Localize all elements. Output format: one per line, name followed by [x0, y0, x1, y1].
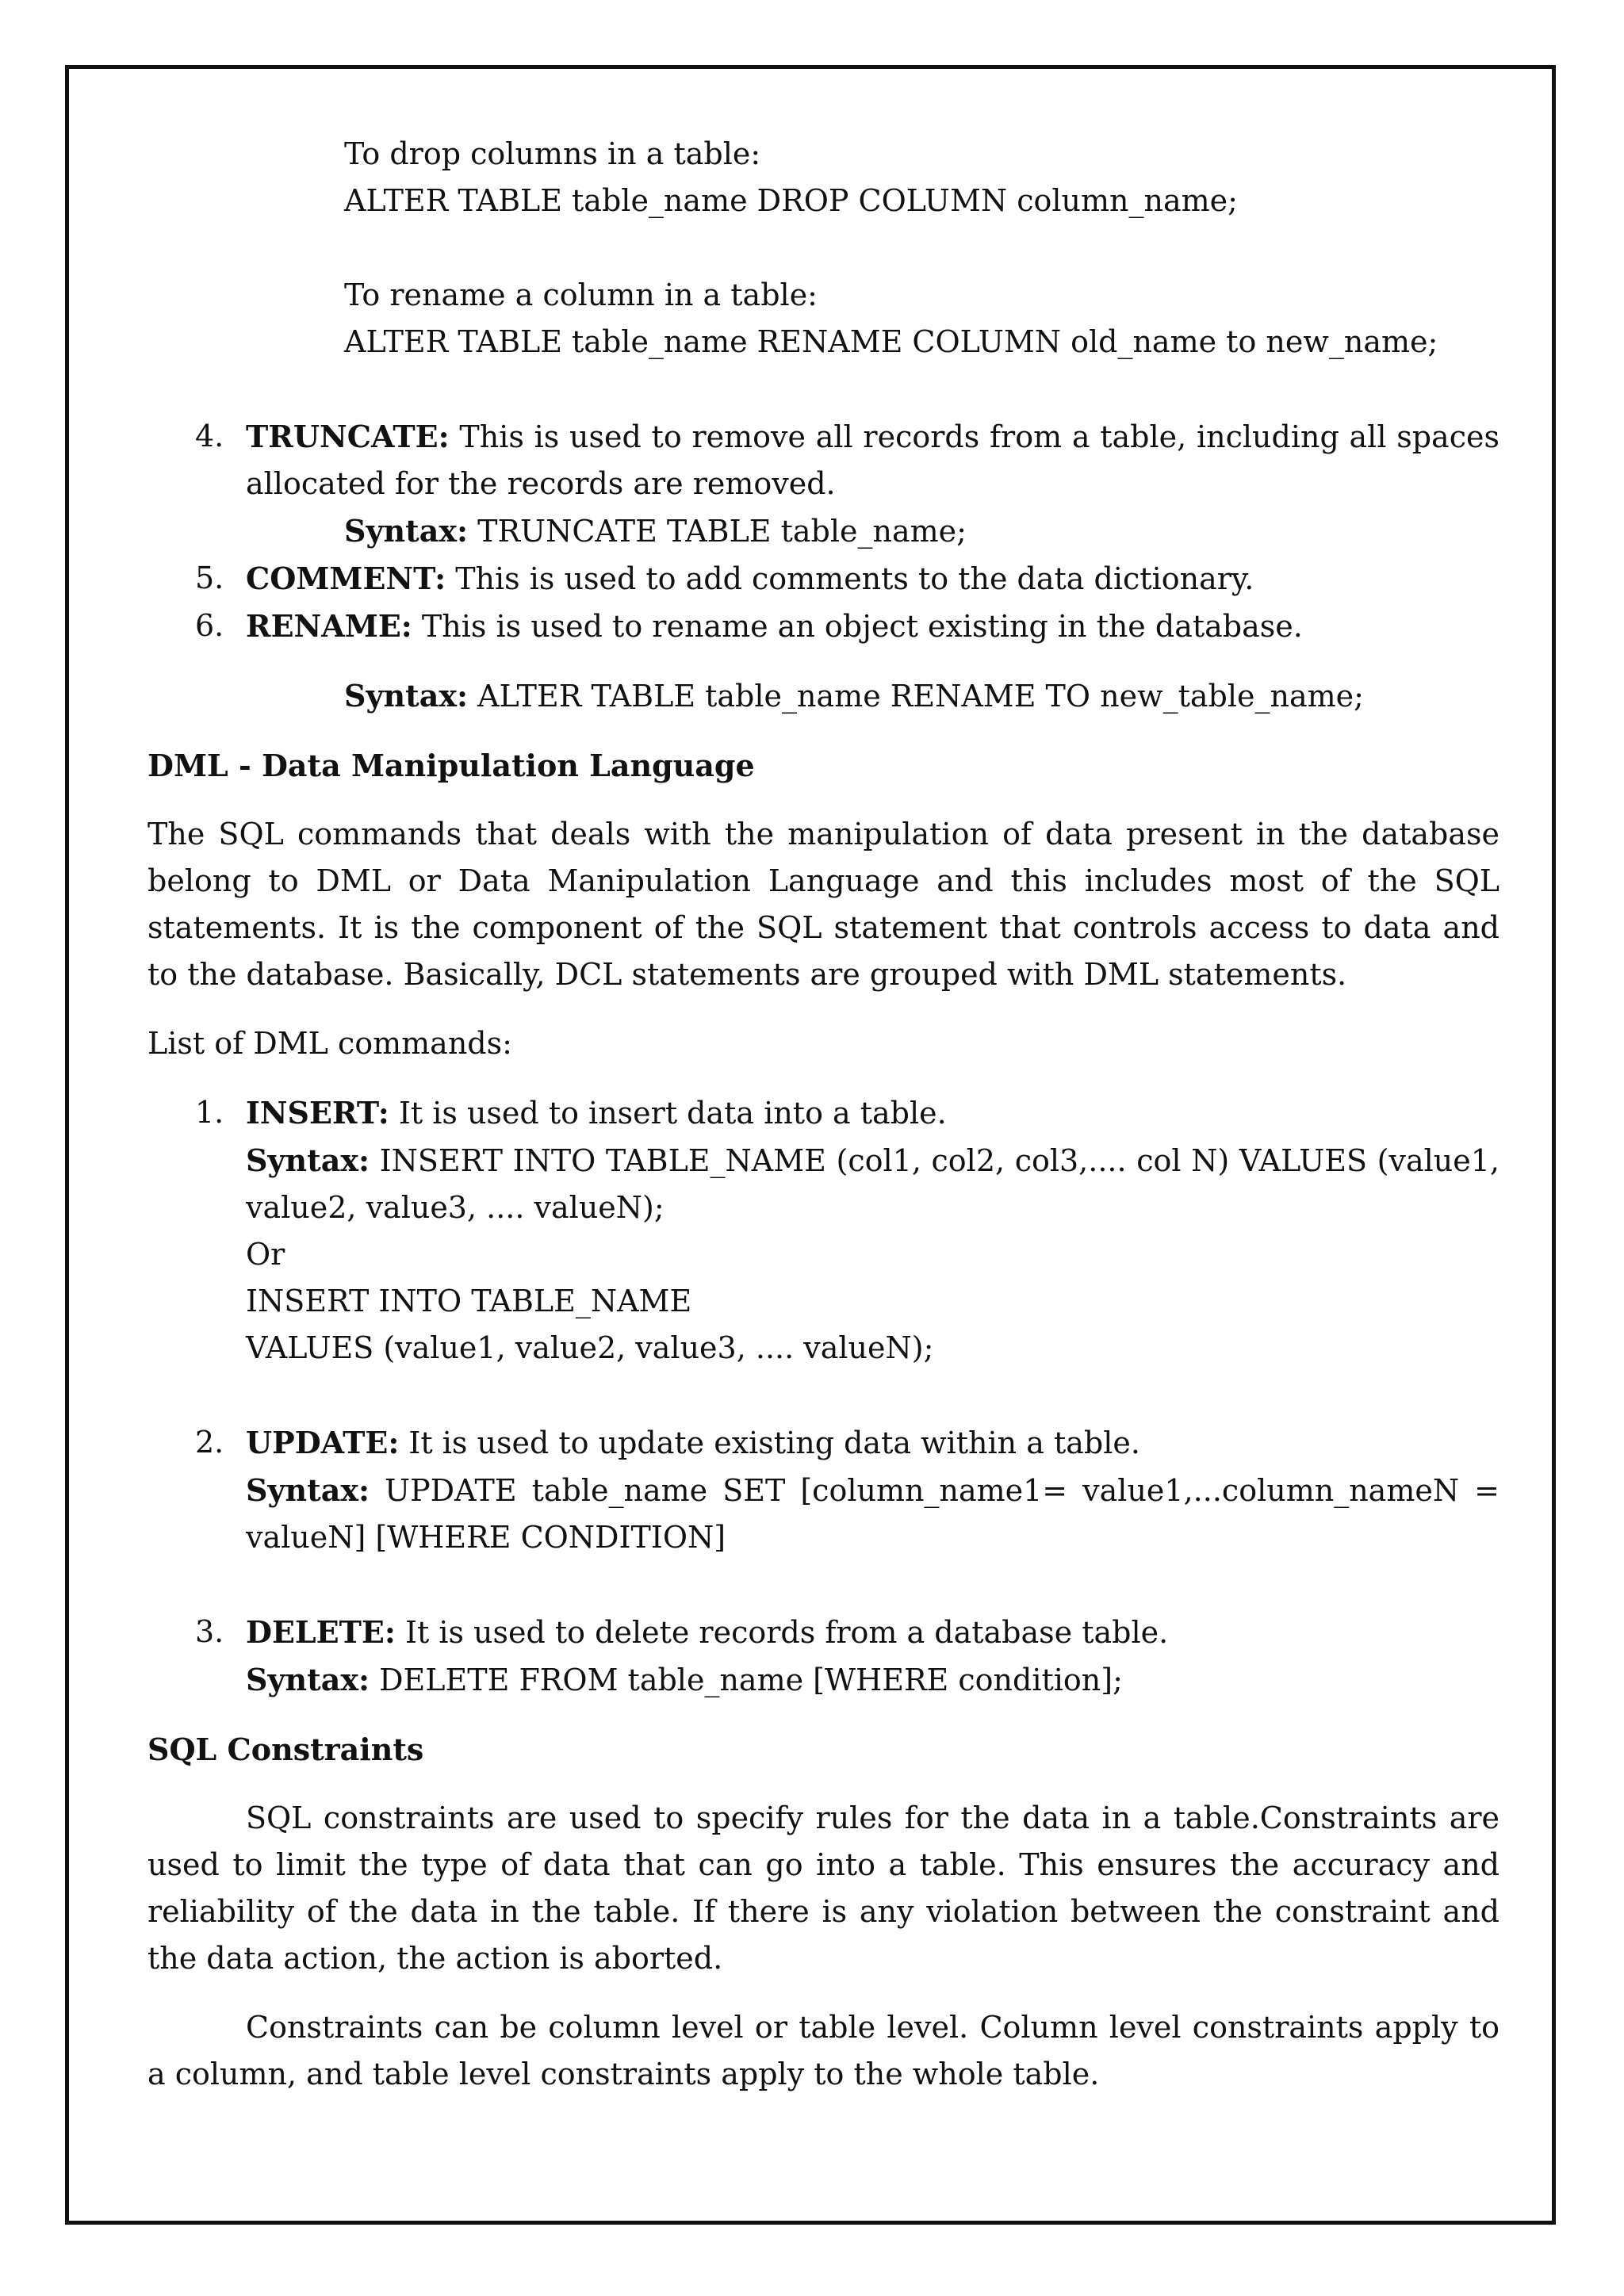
list-number: 4. [195, 419, 224, 453]
syntax-line-2: value2, value3, .... valueN); [246, 1190, 665, 1225]
list-item-truncate [147, 413, 1500, 555]
term: TRUNCATE: [246, 419, 450, 454]
list-item-text: DELETE: It is used to delete records from a database table. [246, 1614, 1169, 1650]
list-number: 5. [195, 561, 224, 595]
list-item-rename [147, 603, 1500, 720]
alter-drop-label: To drop columns in a table: [344, 136, 761, 171]
list-item-text: COMMENT: This is used to add comments to the data dictionary. [246, 561, 1254, 596]
list-item-update [147, 1419, 1500, 1561]
syntax-line-2: valueN] [WHERE CONDITION] [246, 1520, 726, 1555]
alter-rename-syntax: ALTER TABLE table_name RENAME COLUMN old_name to new_name; [344, 324, 1438, 359]
dml-heading: DML - Data Manipulation Language [147, 748, 755, 783]
or-text: Or [246, 1237, 285, 1272]
syntax-line: Syntax: UPDATE table_name SET [column_name1= value1,...column_nameN = [246, 1472, 1500, 1508]
syntax-line: Syntax: DELETE FROM table_name [WHERE condition]; [246, 1662, 1123, 1697]
page-content [147, 131, 1500, 2098]
list-item-text: RENAME: This is used to rename an object existing in the database. [246, 608, 1303, 644]
alter-drop-syntax: ALTER TABLE table_name DROP COLUMN column_name; [344, 183, 1238, 218]
term: RENAME: [246, 608, 412, 644]
list-number: 1. [195, 1095, 224, 1130]
list-item-text: UPDATE: It is used to update existing data within a table. [246, 1425, 1140, 1460]
list-item-text: TRUNCATE: This is used to remove all records from a table, including all spaces allocated for the records are removed. [246, 419, 1500, 501]
term: COMMENT: [246, 561, 446, 596]
syntax-line: Syntax: INSERT INTO TABLE_NAME (col1, col2, col3,.... col N) VALUES (value1, [246, 1142, 1500, 1178]
syntax-line: Syntax: ALTER TABLE table_name RENAME TO new_table_name; [344, 678, 1364, 714]
term: INSERT: [246, 1095, 389, 1131]
term: DELETE: [246, 1614, 396, 1650]
list-item-text: INSERT: It is used to insert data into a table. [246, 1095, 947, 1131]
list-number: 3. [195, 1614, 224, 1649]
constraints-paragraph-2: Constraints can be column level or table level. Column level constraints apply to a column, and table level constraints apply to the whole table. [147, 2010, 1500, 2091]
alt-syntax-line-1: INSERT INTO TABLE_NAME [246, 1284, 692, 1318]
list-number: 2. [195, 1425, 224, 1460]
alter-rename-label: To rename a column in a table: [344, 277, 818, 312]
list-item-delete [147, 1609, 1500, 1704]
syntax-line: Syntax: TRUNCATE TABLE table_name; [344, 513, 967, 549]
list-item-comment [147, 555, 1500, 603]
dml-paragraph: The SQL commands that deals with the manipulation of data present in the database belong to DML or Data Manipulation Language and this includes most of the SQL statements. It is the component of the SQL statement that controls access to data and to the database. Basically, DCL statements are grouped with DML statements. [147, 817, 1500, 992]
constraints-heading: SQL Constraints [147, 1732, 424, 1767]
list-number: 6. [195, 608, 224, 643]
constraints-paragraph-1: SQL constraints are used to specify rules for the data in a table.Constraints are used to limit the type of data that can go into a table. This ensures the accuracy and reliability of the data in the table. If there is any violation between the constraint and the data action, the action is aborted. [147, 1800, 1500, 1976]
dml-list-intro: List of DML commands: [147, 1026, 512, 1061]
alt-syntax-line-2: VALUES (value1, value2, value3, .... valueN); [246, 1330, 934, 1365]
list-item-insert [147, 1089, 1500, 1372]
term: UPDATE: [246, 1425, 400, 1460]
